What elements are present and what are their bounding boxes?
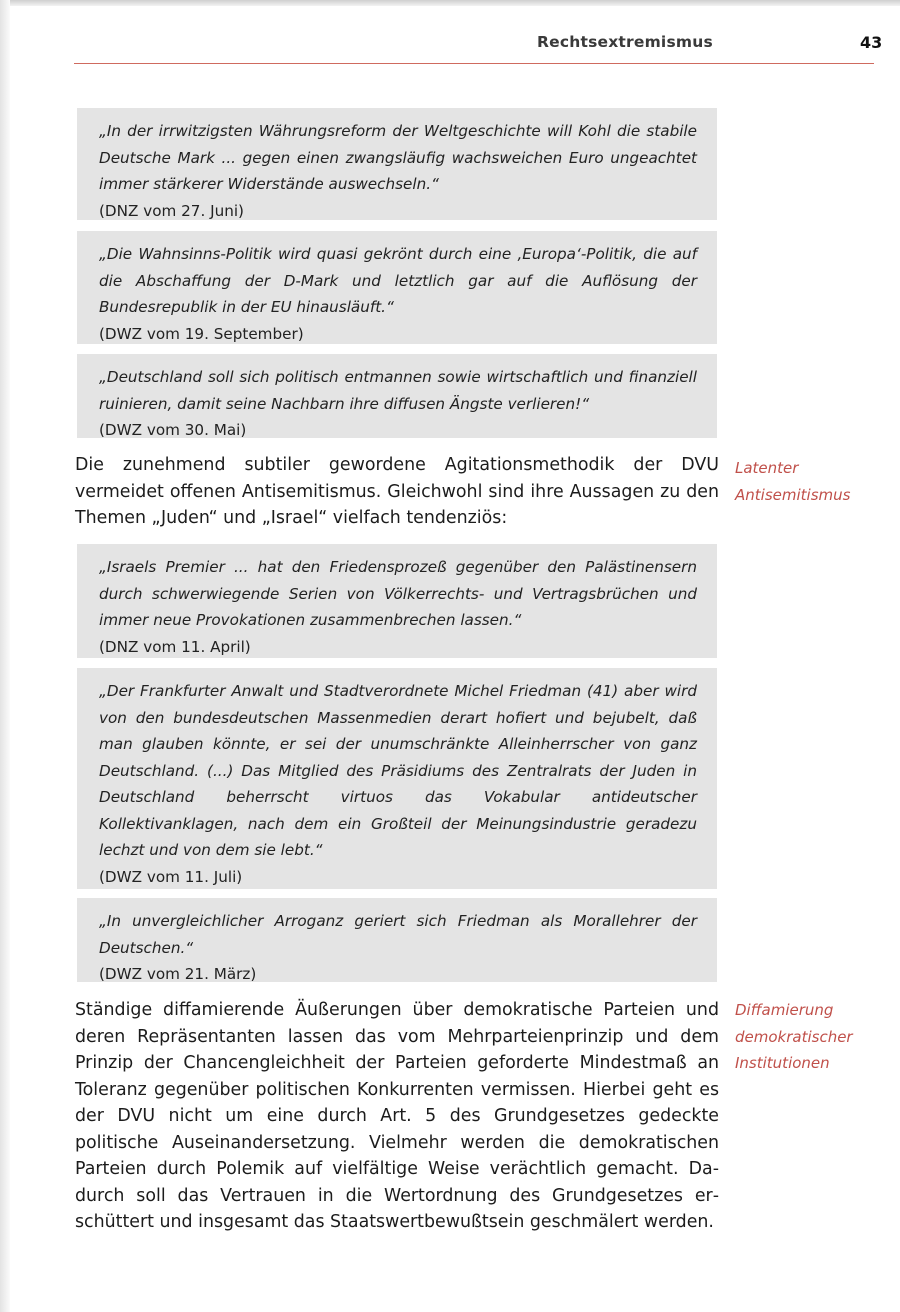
quote-source: (DWZ vom 19. September) (99, 324, 304, 343)
margin-note-line: Antisemitismus (735, 485, 851, 504)
margin-note-line: Institutionen (735, 1054, 830, 1072)
quote-block (77, 898, 717, 982)
margin-note (735, 997, 885, 1077)
quote-text: „Deutschland soll sich politisch entmannen sowie wirtschaftlich und finanziell ruinieren, damit seine Nachbarn ihre diffusen Ängste verlieren!“ (99, 368, 697, 413)
body-paragraph: Ständige diffamierende Äußerungen über demokratische Parteien und deren Repräsentanten lassen das vom Mehrparteienprinzip und dem Prinzip der Chancengleichheit der Parteien geforderte Mindestmaß an Toleranz gegenüber politischen Konkurrenten vermissen. Hierbei geht es der DVU nicht um eine durch Art. 5 des Grundgesetzes gedeckte politische Auseinandersetzung. Vielmehr werden die demokratischen Parteien durch Polemik auf vielfältige Weise verächtlich gemacht. Dadurch soll das Vertrauen in die Wertordnung des Grundgesetzes erschüttert und insgesamt das Staatswertbewußtsein geschmälert werden. (75, 1000, 719, 1232)
header-rule (74, 63, 874, 64)
quote-source: (DWZ vom 11. Juli) (99, 867, 243, 886)
quote-block (77, 668, 717, 889)
quote-text: „Israels Premier ... hat den Friedensprozeß gegenüber den Palästinensern durch schwerwiegende Serien von Völkerrechts- und Vertragsbrüchen und immer neue Provokationen zusammenbrechen lassen.“ (99, 558, 697, 629)
quote-source: (DWZ vom 21. März) (99, 965, 257, 983)
margin-note-line: demokratischer (735, 1027, 853, 1046)
quote-block (77, 354, 717, 438)
quote-text: „Die Wahnsinns-Politik wird quasi gekrönt durch eine ‚Europa‘-Politik, die auf die Abschaffung der D-Mark und letztlich gar auf die Auflösung der Bundesrepublik in der EU hinausläuft.“ (99, 245, 697, 316)
body-paragraph: Die zunehmend subtiler gewordene Agitationsmethodik der DVU vermeidet offenen Antisemitismus. Gleichwohl sind ihre Aussagen zu den Themen „Juden“ und „Israel“ vielfach tendenziös: (75, 455, 719, 528)
quote-block (77, 231, 717, 344)
quote-source: (DWZ vom 30. Mai) (99, 421, 247, 439)
page-number: 43 (860, 33, 883, 52)
running-title: Rechtsextremismus (537, 33, 713, 51)
quote-source: (DNZ vom 27. Juni) (99, 201, 244, 220)
margin-note-line: Diffamierung (735, 1001, 834, 1019)
margin-note-line: Latenter (735, 459, 799, 477)
page-top-edge (0, 0, 900, 6)
quote-source: (DNZ vom 11. April) (99, 637, 251, 656)
margin-note (735, 455, 885, 508)
quote-text: „In der irrwitzigsten Währungsreform der Weltgeschichte will Kohl die stabile Deutsche Mark ... gegen einen zwangsläufig wachsweichen Euro ungeachtet immer stärkerer Widerstände auswechseln.“ (99, 122, 697, 193)
page-left-edge (0, 0, 10, 1312)
quote-text: „Der Frankfurter Anwalt und Stadtverordnete Michel Friedman (41) aber wird von den bundesdeutschen Massenmedien derart hofiert und bejubelt, daß man glauben könnte, er sei der unumschränkte Alleinherrscher von ganz Deutschland. (...) Das Mitglied des Präsidiums des Zentralrats der Juden in Deutschland beherrscht virtuos das Vokabular antideutscher Kollektivanklagen, nach dem ein Großteil der Meinungsindustrie geradezu lechzt und von dem sie lebt.“ (99, 682, 697, 859)
quote-text: „In unvergleichlicher Arroganz geriert sich Friedman als Morallehrer der Deutschen.“ (99, 912, 697, 957)
quote-block (77, 108, 717, 220)
quote-block (77, 544, 717, 658)
